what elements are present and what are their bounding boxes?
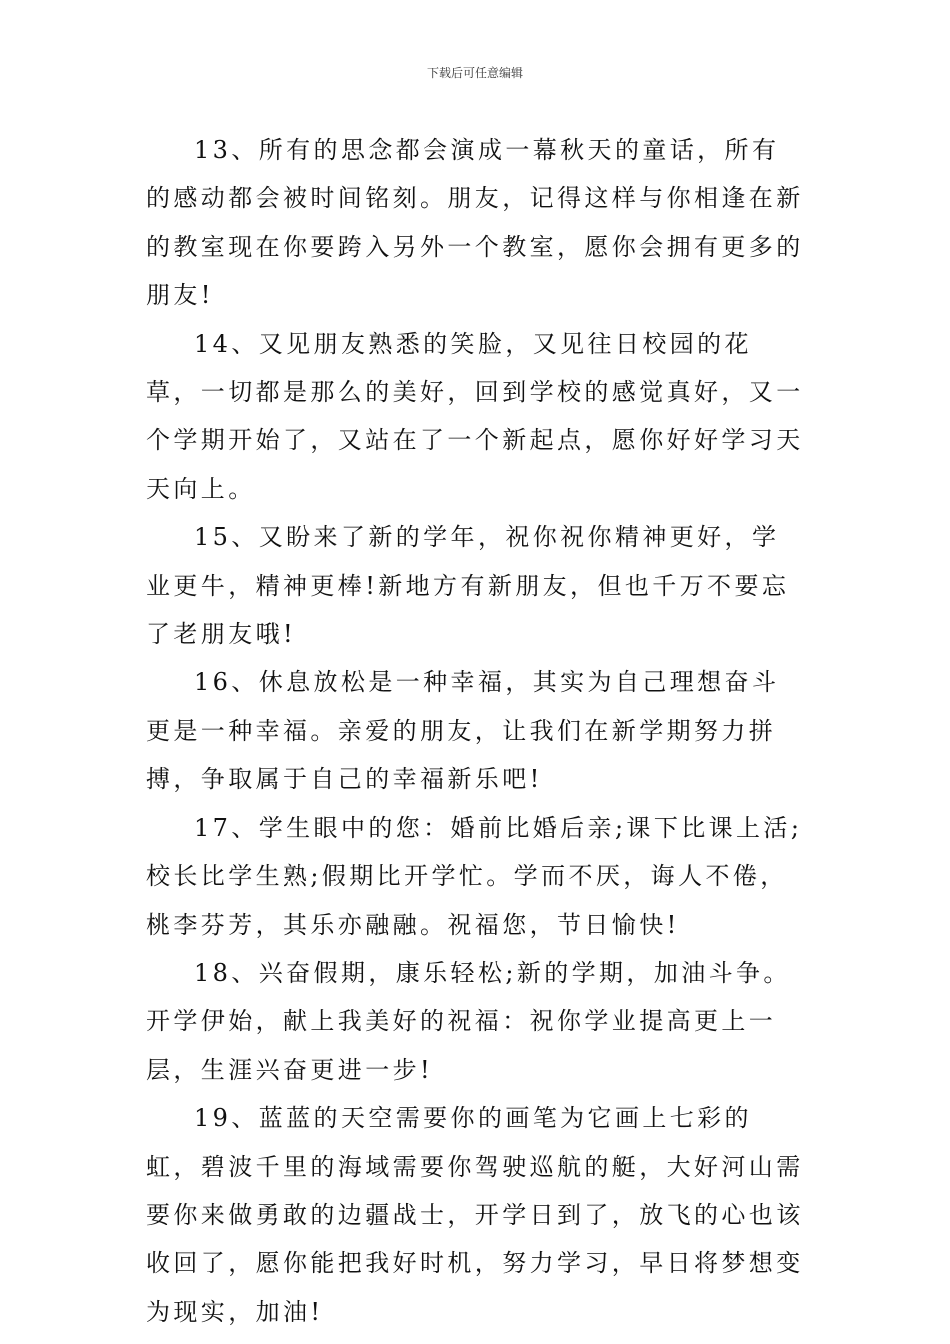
page-header: 下载后可任意编辑 [426, 66, 523, 80]
document-body [146, 126, 806, 1336]
paragraph-15: 15、又盼来了新的学年，祝你祝你精神更好，学业更牛，精神更棒!新地方有新朋友，但也千万不要忘了老朋友哦! [146, 523, 790, 649]
paragraph-16: 16、休息放松是一种幸福，其实为自己理想奋斗更是一种幸福。亲爱的朋友，让我们在新学期努力拼搏，争取属于自己的幸福新乐吧! [146, 668, 780, 794]
paragraph-17: 17、学生眼中的您：婚前比婚后亲;课下比课上活;校长比学生熟;假期比开学忙。学而不厌，诲人不倦，桃李芬芳，其乐亦融融。祝福您，节日愉快! [146, 813, 803, 939]
paragraph-19: 19、蓝蓝的天空需要你的画笔为它画上七彩的虹，碧波千里的海域需要你驾驶巡航的艇，大好河山需要你来做勇敢的边疆战士，开学日到了，放飞的心也该收回了，愿你能把我好时机，努力学习，早日将梦想变为现实，加油! [146, 1104, 804, 1326]
paragraph-13: 13、所有的思念都会演成一幕秋天的童话，所有的感动都会被时间铭刻。朋友，记得这样与你相逢在新的教室现在你要跨入另外一个教室，愿你会拥有更多的朋友! [146, 136, 804, 310]
paragraph-18: 18、兴奋假期，康乐轻松;新的学期，加油斗争。开学伊始，献上我美好的祝福：祝你学业提高更上一层，生涯兴奋更进一步! [146, 958, 791, 1084]
paragraph-14: 14、又见朋友熟悉的笑脸，又见往日校园的花草，一切都是那么的美好，回到学校的感觉真好，又一个学期开始了，又站在了一个新起点，愿你好好学习天天向上。 [146, 329, 804, 503]
